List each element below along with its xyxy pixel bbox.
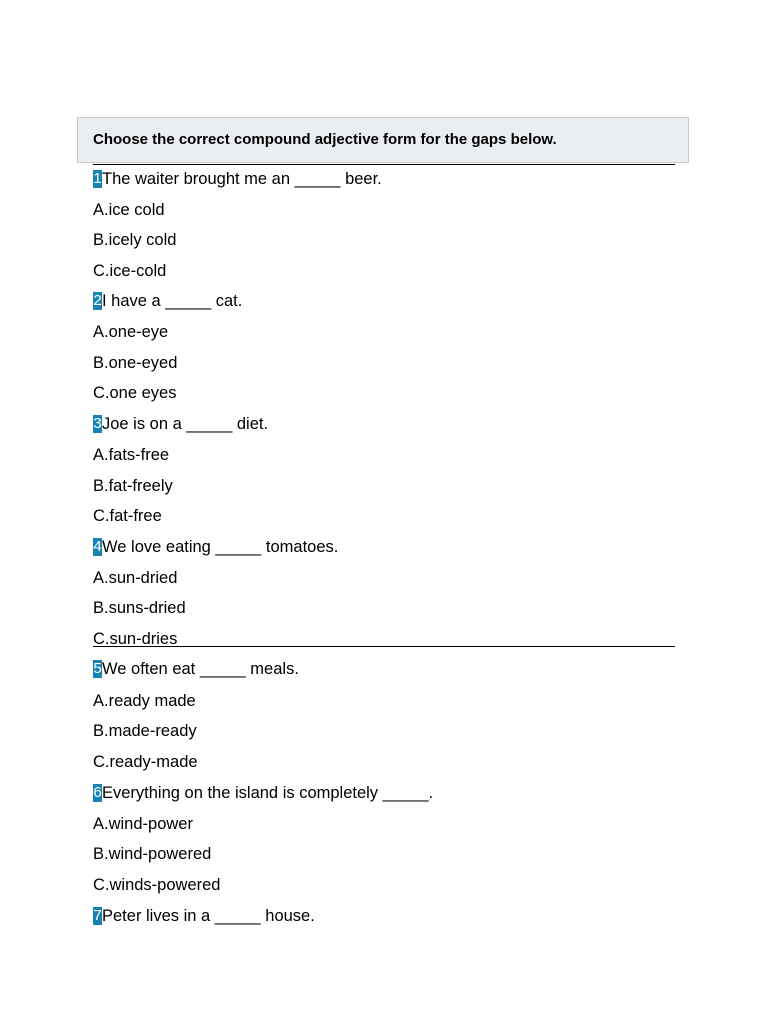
option-4b: B.suns-dried — [93, 599, 186, 617]
option-1b: B.icely cold — [93, 231, 177, 249]
option-3a: A.fats-free — [93, 446, 170, 464]
question-4 — [93, 537, 338, 557]
question-number-badge: 3 — [93, 415, 102, 432]
option-1a: A.ice cold — [93, 201, 165, 219]
question-6 — [93, 783, 433, 803]
divider-middle — [93, 646, 675, 647]
question-7 — [93, 906, 315, 926]
option-2c: C.one eyes — [93, 384, 177, 402]
option-5c: C.ready-made — [93, 753, 198, 771]
option-5a: A.ready made — [93, 692, 196, 710]
option-3c: C.fat-free — [93, 507, 162, 525]
divider-top — [93, 164, 675, 165]
question-number-badge: 1 — [93, 170, 102, 187]
question-number-badge: 7 — [93, 907, 102, 924]
option-1c: C.ice-cold — [93, 262, 167, 280]
question-text: Joe is on a _____ diet. — [102, 415, 269, 433]
question-number-badge: 2 — [93, 292, 102, 309]
question-5 — [93, 659, 299, 679]
question-text: I have a _____ cat. — [102, 292, 243, 310]
option-4a: A.sun-dried — [93, 569, 178, 587]
question-1 — [93, 169, 382, 189]
question-text: The waiter brought me an _____ beer. — [102, 170, 382, 188]
option-5b: B.made-ready — [93, 722, 197, 740]
question-number-badge: 5 — [93, 660, 102, 677]
question-number-badge: 4 — [93, 538, 102, 555]
question-number-badge: 6 — [93, 784, 102, 801]
option-4c: C.sun-dries — [93, 630, 178, 648]
question-2 — [93, 291, 242, 311]
option-3b: B.fat-freely — [93, 477, 173, 495]
question-text: Everything on the island is completely _____. — [102, 784, 434, 802]
question-text: We often eat _____ meals. — [102, 660, 299, 678]
question-text: Peter lives in a _____ house. — [102, 907, 315, 925]
question-3 — [93, 414, 268, 434]
option-2a: A.one-eye — [93, 323, 169, 341]
option-6a: A.wind-power — [93, 815, 193, 833]
option-6b: B.wind-powered — [93, 845, 212, 863]
question-text: We love eating _____ tomatoes. — [102, 538, 339, 556]
option-6c: C.winds-powered — [93, 876, 221, 894]
option-2b: B.one-eyed — [93, 354, 178, 372]
worksheet-title: Choose the correct compound adjective form for the gaps below. — [93, 131, 557, 148]
